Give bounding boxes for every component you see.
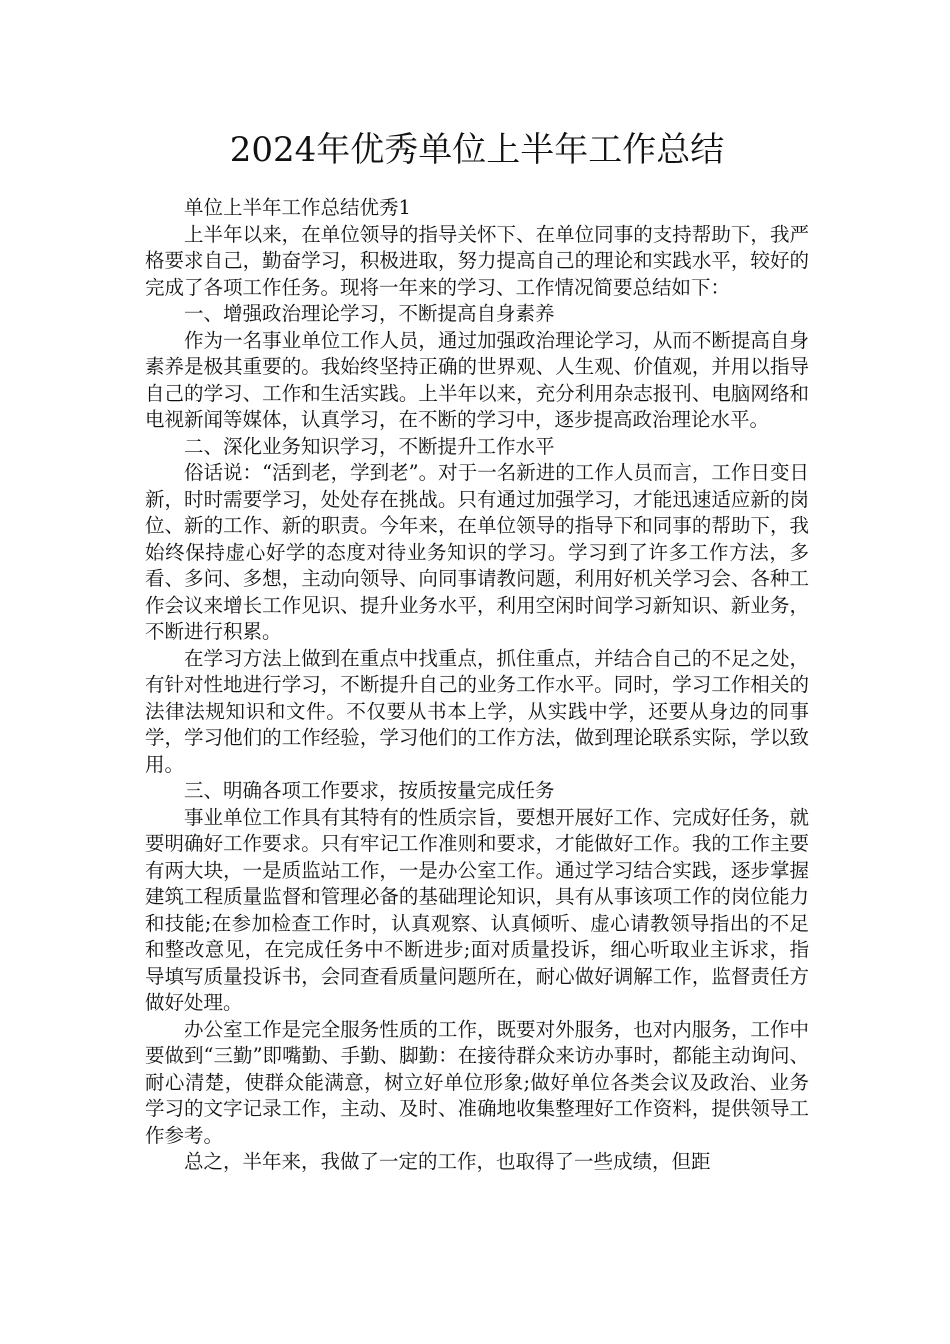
body-paragraph: 俗话说：“活到老，学到老”。对于一名新进的工作人员而言，工作日变日新，时时需要学习，处处存在挑战。只有通过加强学习，才能迅速适应新的岗位、新的工作、新的职责。今年来，在单位领导的指导下和同事的帮助下，我始终保持虚心好学的态度对待业务知识的学习。学习到了许多工作方法，多看、多问、多想，主动向领导、向同事请教问题，利用好机关学习会、各种工作会议来增长工作见识、提升业务水平，利用空闲时间学习新知识、新业务，不断进行积累。 xyxy=(145,461,809,643)
document-title: 2024年优秀单位上半年工作总结 xyxy=(229,130,725,170)
body-paragraph: 在学习方法上做到在重点中找重点，抓住重点，并结合自己的不足之处，有针对性地进行学习，不断提升自己的业务工作水平。同时，学习工作相关的法律法规知识和文件。不仅要从书本上学，从实践中学，还要从身边的同事学，学习他们的工作经验，学习他们的工作方法，做到理论联系实际，学以致用。 xyxy=(145,646,809,776)
section-heading-2: 二、深化业务知识学习，不断提升工作水平 xyxy=(184,434,555,458)
closing-paragraph: 总之，半年来，我做了一定的工作，也取得了一些成绩，但距 xyxy=(184,1150,711,1173)
section-heading-3: 三、明确各项工作要求，按质按量完成任务 xyxy=(184,779,555,802)
document-page xyxy=(145,0,809,1344)
subtitle-paragraph: 单位上半年工作总结优秀1 xyxy=(184,196,411,219)
section-heading-1: 一、增强政治理论学习，不断提高自身素养 xyxy=(184,302,555,325)
body-paragraph: 事业单位工作具有其特有的性质宗旨，要想开展好工作、完成好任务，就要明确好工作要求。只有牢记工作准则和要求，才能做好工作。我的工作主要有两大块，一是质监站工作，一是办公室工作。通过学习结合实践，逐步掌握建筑工程质量监督和管理必备的基础理论知识，具有从事该项工作的岗位能力和技能;在参加检查工作时，认真观察、认真倾听、虚心请教领导指出的不足和整改意见，在完成任务中不断进步;面对质量投诉，细心听取业主诉求，指导填写质量投诉书，会同查看质量问题所在，耐心做好调解工作，监督责任方做好处理。 xyxy=(145,805,809,1014)
body-paragraph: 办公室工作是完全服务性质的工作，既要对外服务，也对内服务，工作中要做到“三勤”即嘴勤、手勤、脚勤：在接待群众来访办事时，都能主动询问、耐心清楚，使群众能满意，树立好单位形象;做好单位各类会议及政治、业务学习的文字记录工作，主动、及时、准确地收集整理好工作资料，提供领导工作参考。 xyxy=(145,1017,809,1147)
intro-paragraph: 上半年以来，在单位领导的指导关怀下、在单位同事的支持帮助下，我严格要求自己，勤奋学习，积极进取，努力提高自己的理论和实践水平，较好的完成了各项工作任务。现将一年来的学习、工作情况简要总结如下： xyxy=(145,222,809,299)
body-paragraph: 作为一名事业单位工作人员，通过加强政治理论学习，从而不断提高自身素养是极其重要的。我始终坚持正确的世界观、人生观、价值观，并用以指导自己的学习、工作和生活实践。上半年以来，充分利用杂志报刊、电脑网络和电视新闻等媒体，认真学习，在不断的学习中，逐步提高政治理论水平。 xyxy=(145,328,809,431)
document-body xyxy=(145,195,809,1176)
